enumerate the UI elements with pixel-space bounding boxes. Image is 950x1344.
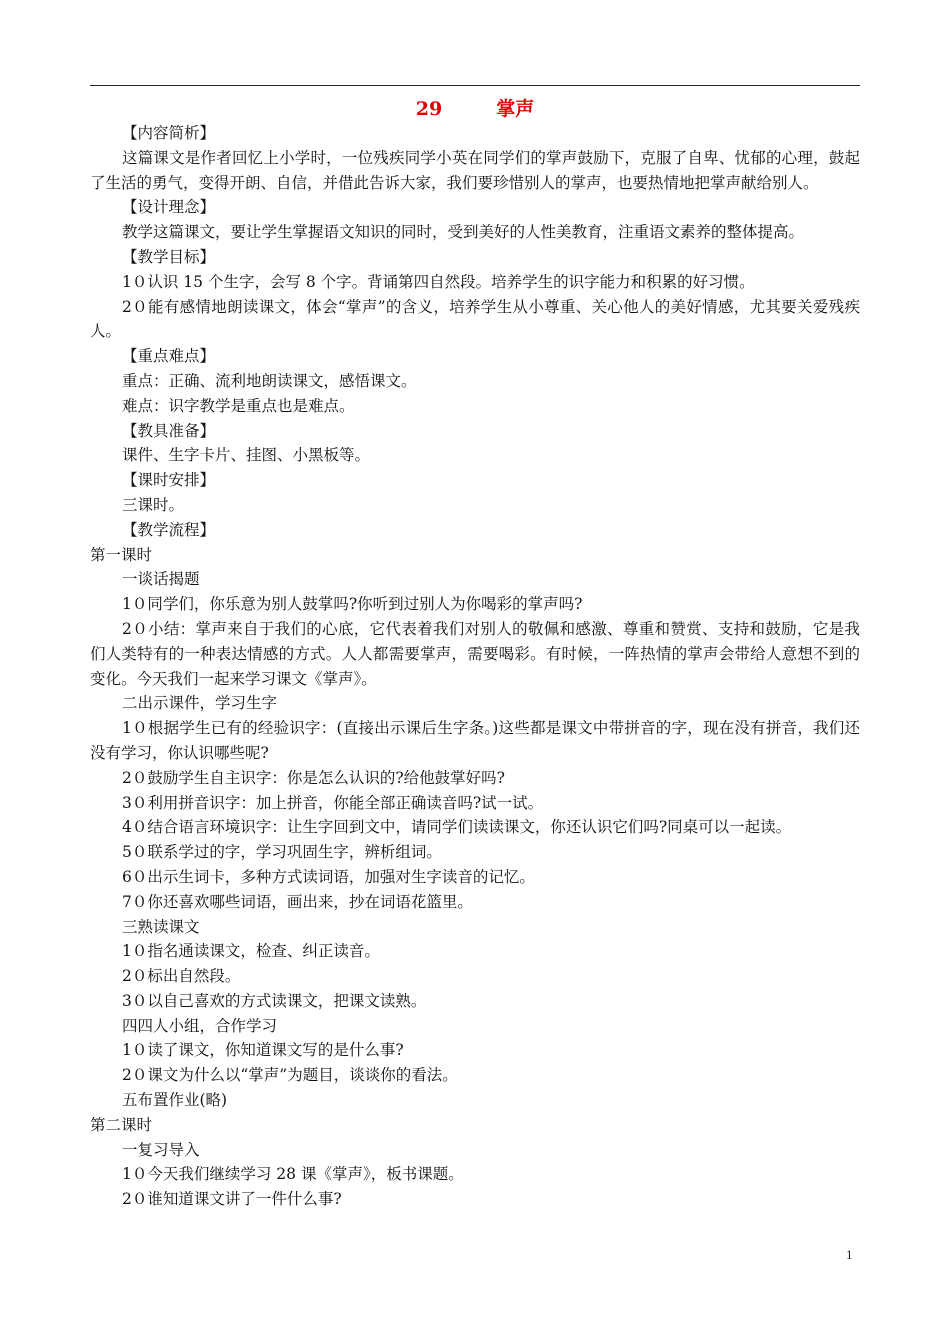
body-paragraph: 【课时安排】 [122,471,216,490]
body-paragraph: 6０出示生词卡，多种方式读词语，加强对生字读音的记忆。 [122,867,535,886]
header-rule [90,85,860,86]
body-paragraph: 2０鼓励学生自主识字：你是怎么认识的?给他鼓掌好吗? [122,768,505,787]
body-paragraph: 一复习导入 [122,1140,200,1159]
page-number: 1 [846,1247,853,1262]
body-paragraph: 4０结合语言环境识字：让生字回到文中，请同学们读读课文，你还认识它们吗?同桌可以一起读。 [122,818,792,837]
body-paragraph: 1０同学们，你乐意为别人鼓掌吗?你听到过别人为你喝彩的掌声吗? [122,595,583,614]
body-paragraph: 【教学流程】 [122,520,216,539]
body-paragraph: 【内容简析】 [122,124,216,142]
body-paragraph: 教学这篇课文，要让学生掌握语文知识的同时，受到美好的人性美教育，注重语文素养的整体提高。 [122,223,805,242]
document-body [90,121,860,1212]
lesson-name: 掌声 [496,98,535,120]
body-paragraph: 1０今天我们继续学习 28 课《掌声》，板书课题。 [122,1165,464,1184]
body-paragraph: 【教学目标】 [122,247,216,266]
body-paragraph: 这篇课文是作者回忆上小学时，一位残疾同学小英在同学们的掌声鼓励下，克服了自卑、忧郁的心理，鼓起了生活的勇气，变得开朗、自信，并借此告诉大家，我们要珍惜别人的掌声，也要热情地把掌声献给别人。 [90,148,860,192]
body-paragraph: 三课时。 [122,495,185,514]
body-paragraph: 5０联系学过的字，学习巩固生字，辨析组词。 [122,843,442,862]
section-heading: 第二课时 [90,1115,153,1134]
body-paragraph: 课件、生字卡片、挂图、小黑板等。 [122,446,371,465]
body-paragraph: 1０读了课文，你知道课文写的是什么事? [122,1041,404,1060]
body-paragraph: 重点：正确、流利地朗读课文，感悟课文。 [122,371,417,390]
lesson-title [90,96,860,122]
body-paragraph: 2０小结：掌声来自于我们的心底，它代表着我们对别人的敬佩和感激、尊重和赞赏、支持和鼓励，它是我们人类特有的一种表达情感的方式。人人都需要掌声，需要喝彩。有时候，一阵热情的掌声会带给人意想不到的变化。今天我们一起来学习课文《掌声》。 [90,619,860,688]
body-paragraph: 3０利用拼音识字：加上拼音，你能全部正确读音吗?试一试。 [122,793,544,812]
body-paragraph: 三熟读课文 [122,917,200,936]
body-paragraph: 1０认识 15 个生字，会写 8 个字。背诵第四自然段。培养学生的识字能力和积累的好习惯。 [122,272,755,291]
body-paragraph: 一谈话揭题 [122,570,200,589]
body-paragraph: 2０标出自然段。 [122,967,241,986]
body-paragraph: 1０指名通读课文，检查、纠正读音。 [122,942,380,961]
body-paragraph: 【教具准备】 [122,421,216,440]
body-paragraph: 3０以自己喜欢的方式读课文，把课文读熟。 [122,991,427,1010]
body-paragraph: 难点：识字教学是重点也是难点。 [122,396,355,415]
body-paragraph: 2０能有感情地朗读课文，体会“掌声”的含义，培养学生从小尊重、关心他人的美好情感，尤其要关爱残疾人。 [90,297,860,341]
body-paragraph: 2０课文为什么以“掌声”为题目，谈谈你的看法。 [122,1066,458,1085]
body-paragraph: 五布置作业(略) [122,1091,228,1110]
body-paragraph: 四四人小组，合作学习 [122,1016,278,1035]
body-paragraph: 7０你还喜欢哪些词语，画出来，抄在词语花篮里。 [122,892,473,911]
body-paragraph: 【设计理念】 [122,198,216,217]
section-heading: 第一课时 [90,545,153,564]
lesson-number: 29 [415,98,443,120]
body-paragraph: 【重点难点】 [122,347,216,366]
body-paragraph: 1０根据学生已有的经验识字：(直接出示课后生字条。)这些都是课文中带拼音的字，现在没有拼音，我们还没有学习，你认识哪些呢? [90,719,860,762]
body-paragraph: 2０谁知道课文讲了一件什么事? [122,1190,342,1209]
body-paragraph: 二出示课件，学习生字 [122,694,278,713]
